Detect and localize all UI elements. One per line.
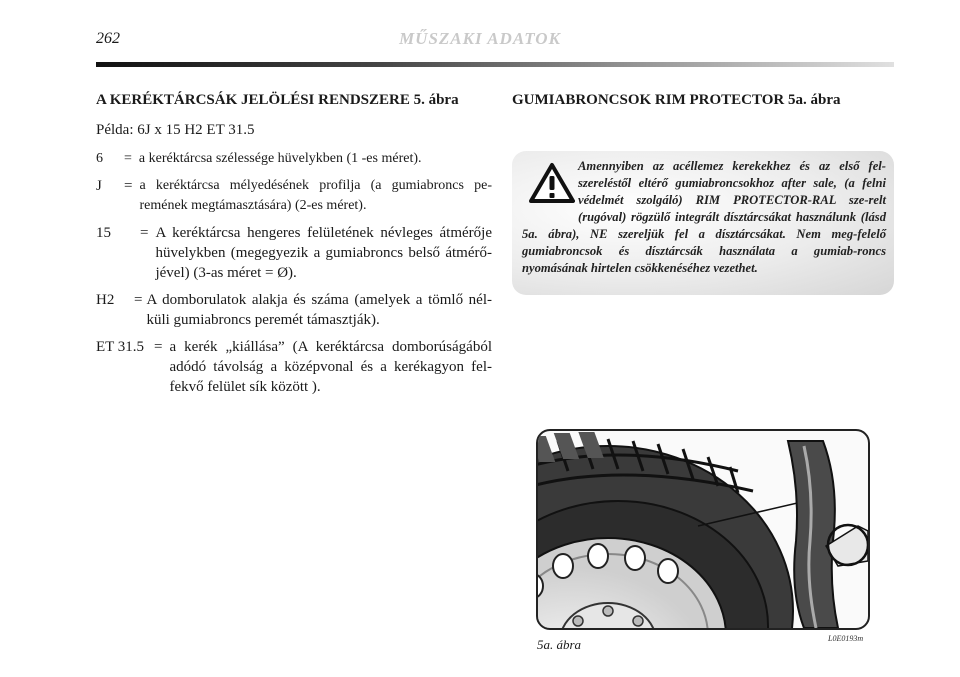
running-head: MŰSZAKI ADATOK	[399, 29, 561, 48]
definition-key: H2	[96, 292, 115, 308]
definition-eq: =	[154, 339, 163, 355]
definition-row	[96, 337, 492, 397]
definition-eq: =	[124, 151, 132, 166]
definition-row	[96, 223, 492, 283]
rim-marking-example: Példa: 6J x 15 H2 ET 31.5	[96, 122, 255, 138]
definition-row	[96, 290, 492, 330]
definition-text: a keréktárcsa szélessége hüvelykben (1 -es méret).	[138, 151, 422, 166]
warning-text: Amennyiben az acéllemez kerekekhez és az első fel-szereléstől eltérő gumiabroncsokhoz after sale, (a felni védelmét szolgáló) RIM PROTECTOR-RAL sze-relt (rugóval) rögzülő integrált dísztárcsákat használunk (lásd 5a. ábra), NE szereljük fel a dísztárcsákat. Nem meg-felelő gumiabroncsok és dísztárcsák használata a gumiab-roncs nyomásának hirtelen csökkenéséhez vezethet.	[522, 159, 886, 275]
definition-text: a kerék „kiállása” (A keréktárcsa domborúságából adódó távolság a középvonal és a kerékagyon fel-fekvő felület sík között ).	[169, 339, 492, 395]
definition-key: J	[96, 178, 102, 194]
figure-5a	[536, 429, 870, 630]
definition-key: ET 31.5	[96, 339, 145, 355]
definition-eq: =	[124, 178, 133, 194]
tire-rim-illustration	[538, 431, 868, 628]
warning-text-wrap	[522, 158, 886, 277]
warning-box	[512, 151, 894, 295]
figure-caption: 5a. ábra	[537, 637, 582, 652]
header-rule	[96, 62, 894, 67]
definition-text: A keréktárcsa hengeres felületének névleges átmérője hüvelykben (megegyezik a gumiabroncs belső átmérő-jével) (3-as méret = Ø).	[155, 225, 492, 281]
definition-text: a keréktárcsa mélyedésének profilja (a gumiabroncs pe-remének megtámasztására) (2-es méret).	[139, 178, 492, 213]
right-column	[512, 89, 894, 119]
definition-eq: =	[134, 292, 143, 308]
definition-eq: =	[140, 225, 149, 241]
definition-row	[96, 176, 492, 216]
definition-key: 6	[96, 151, 103, 166]
definition-key: 15	[96, 225, 111, 241]
left-column	[96, 89, 492, 404]
rim-protector-heading: GUMIABRONCSOK RIM PROTECTOR 5a. ábra	[512, 92, 841, 108]
definition-text: A domborulatok alakja és száma (amelyek a tömlő nél-küli gumiabroncs peremét támasztják).	[146, 292, 492, 328]
page-number: 262	[96, 30, 120, 47]
figure-code: L0E0193m	[828, 634, 864, 643]
definition-row	[96, 149, 492, 169]
rim-marking-heading: A KERÉKTÁRCSÁK JELÖLÉSI RENDSZERE 5. ábra	[96, 92, 459, 108]
